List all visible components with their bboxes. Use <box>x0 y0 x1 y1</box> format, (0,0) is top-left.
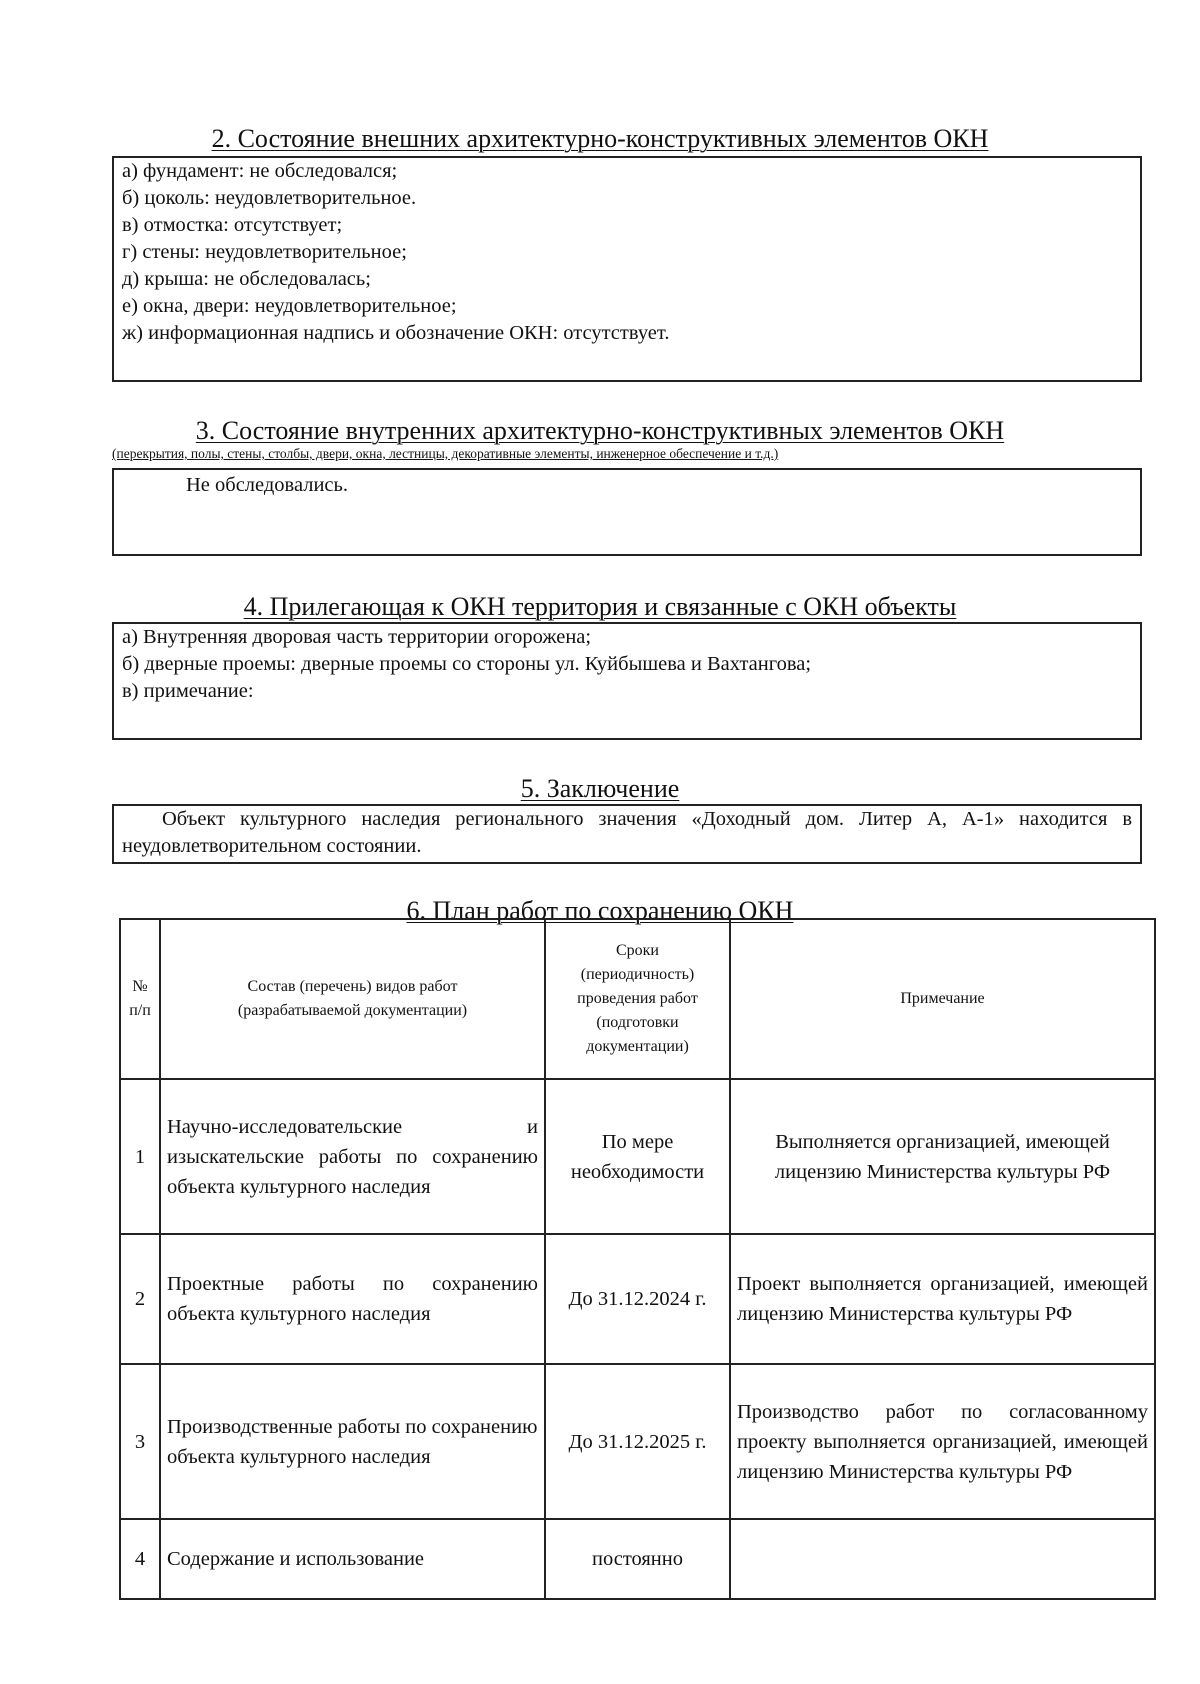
section2-item: б) цоколь: неудовлетворительное. <box>122 187 417 209</box>
table-row <box>120 1234 1155 1364</box>
section2-item: г) стены: неудовлетворительное; <box>122 241 407 263</box>
section5-title: 5. Заключение <box>520 774 680 803</box>
table-row <box>120 1519 1155 1599</box>
section3-subtitle: (перекрытия, полы, стены, столбы, двери, окна, лестницы, декоративные элементы, инженерное обеспечение и т.д.) <box>112 446 779 461</box>
section6-title: 6. План работ по сохранению ОКН <box>406 896 794 925</box>
section5-text: Объект культурного наследия регионального значения «Доходный дом. Литер А, А-1» находится в неудовлетворительном состоянии. <box>122 808 1132 857</box>
section4-item: а) Внутренняя дворовая часть территории огорожена; <box>122 626 592 648</box>
row-note: Выполняется организацией, имеющей лицензию Министерства культуры РФ <box>730 1079 1155 1234</box>
section2-item: е) окна, двери: неудовлетворительное; <box>122 295 457 317</box>
row-note: Производство работ по согласованному проекту выполняется организацией, имеющей лицензию Министерства культуры РФ <box>730 1364 1155 1519</box>
section4-box <box>112 622 1142 740</box>
section4-item: б) дверные проемы: дверные проемы со стороны ул. Куйбышева и Вахтангова; <box>122 653 812 675</box>
row-work: Научно-исследовательские и изыскательские работы по сохранению объекта культурного наследия <box>160 1079 545 1234</box>
table-header-row <box>120 919 1155 1079</box>
section2-box <box>112 156 1142 382</box>
section2-item: д) крыша: не обследовалась; <box>122 268 371 290</box>
header-note: Примечание <box>730 919 1155 1079</box>
row-note <box>730 1519 1155 1599</box>
row-term: постоянно <box>545 1519 730 1599</box>
row-work: Производственные работы по сохранению объекта культурного наследия <box>160 1364 545 1519</box>
header-term: Сроки (периодичность) проведения работ (подготовки документации) <box>545 919 730 1079</box>
section2-item: ж) информационная надпись и обозначение ОКН: отсутствует. <box>122 322 670 344</box>
table-row <box>120 1079 1155 1234</box>
row-term: До 31.12.2025 г. <box>545 1364 730 1519</box>
work-plan-table <box>119 918 1156 1600</box>
row-term: До 31.12.2024 г. <box>545 1234 730 1364</box>
header-num: № п/п <box>120 919 160 1079</box>
section3-title: 3. Состояние внутренних архитектурно-конструктивных элементов ОКН <box>195 416 1005 445</box>
row-num: 3 <box>120 1364 160 1519</box>
section2-item: в) отмостка: отсутствует; <box>122 214 343 236</box>
row-num: 4 <box>120 1519 160 1599</box>
row-num: 2 <box>120 1234 160 1364</box>
row-work: Содержание и использование <box>160 1519 545 1599</box>
header-work: Состав (перечень) видов работ (разрабатываемой документации) <box>160 919 545 1079</box>
row-num: 1 <box>120 1079 160 1234</box>
section2-title: 2. Состояние внешних архитектурно-конструктивных элементов ОКН <box>211 124 989 153</box>
section5-box <box>112 804 1142 864</box>
section3-text: Не обследовались. <box>186 474 349 496</box>
section4-title: 4. Прилегающая к ОКН территория и связанные с ОКН объекты <box>243 592 957 621</box>
section4-item: в) примечание: <box>122 680 254 702</box>
section3-box <box>112 468 1142 556</box>
row-term: По мере необходимости <box>545 1079 730 1234</box>
table-row <box>120 1364 1155 1519</box>
row-work: Проектные работы по сохранению объекта культурного наследия <box>160 1234 545 1364</box>
section2-item: а) фундамент: не обследовался; <box>122 160 398 182</box>
row-note: Проект выполняется организацией, имеющей лицензию Министерства культуры РФ <box>730 1234 1155 1364</box>
